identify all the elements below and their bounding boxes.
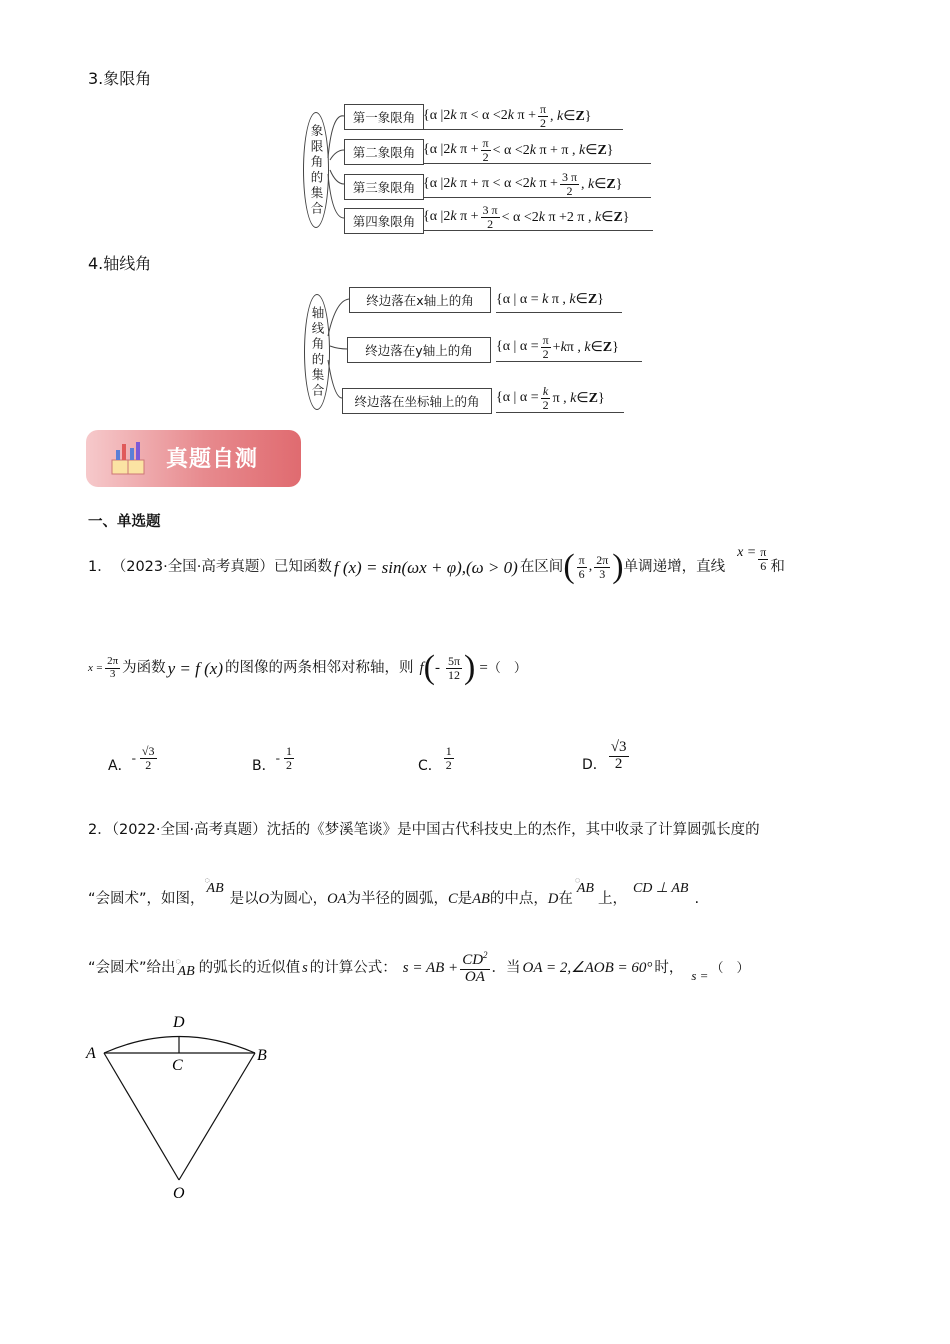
q1-function: f (x) = sin(ωx + φ),(ω > 0) [333, 557, 518, 577]
part-title: 一、单选题 [88, 514, 161, 530]
q2-text-1: 沈括的《梦溪笔谈》是中国古代科技史上的杰作，其中收录了计算圆弧长度的 [266, 822, 760, 838]
quadrant-set-oval: 象限角的集合 [303, 112, 329, 228]
q1-option-a[interactable]: A． - $\frac{√3}{2}$ [108, 743, 155, 774]
q2-figure-label-o: O [173, 1185, 185, 1202]
q2-figure-svg [80, 1008, 280, 1208]
q1-text-5: 为函数 [122, 659, 166, 676]
axis-set-oval: 轴线角的集合 [304, 294, 330, 410]
axis-y-label: 终边落在y轴上的角 [347, 337, 491, 363]
quadrant-3-set: {α |2k π + π < α <2k π + $\frac{3 \pi}{2}$ , k∈Z} [423, 171, 651, 198]
section-banner [86, 430, 301, 487]
axis-both-set: {α | α = $\frac{k}{2}$ π , k∈Z} [496, 384, 624, 413]
q1-number: 1． [88, 558, 112, 575]
quadrant-4-label: 第四象限角 [344, 208, 424, 234]
q2-figure-label-a: A [86, 1045, 96, 1062]
book-chart-icon [108, 438, 150, 478]
axis-both-label: 终边落在坐标轴上的角 [342, 388, 492, 414]
axis-y-set: {α | α = $\frac{\pi}{2}$ +kπ , k∈Z} [496, 333, 642, 362]
q1-source: （2023·全国·高考真题） [111, 558, 274, 575]
q1-option-d[interactable]: D． $\frac{√3}{2}$ [582, 738, 627, 773]
q2-figure-label-b: B [257, 1047, 267, 1064]
q2-arc-ab-3: ◌ AB [175, 956, 195, 979]
q2-arc-ab-2: ◌ AB [574, 875, 594, 896]
q2-figure-ob [179, 1053, 255, 1180]
q1-line1 [88, 532, 785, 602]
q2-formula-lhs: s = AB + [402, 959, 459, 976]
quadrant-2-set: {α |2k π + $\frac{\pi}{2}$ < α <2k π + π , k∈Z} [423, 137, 651, 164]
quadrant-3-label: 第三象限角 [344, 174, 424, 200]
q1-option-b[interactable]: B． - $\frac{1}{2}$ [252, 743, 292, 774]
q2-formula-frac: $\frac{CD^2}{OA}$ [462, 949, 488, 985]
q1-yfx: y = f (x) [167, 658, 223, 678]
q1-target: f ( - $\frac{5\pi}{12}$ ) = [419, 649, 488, 686]
q2-s-equals: s = [691, 967, 709, 983]
q2-line1 [88, 823, 760, 838]
q1-line2 [88, 643, 527, 693]
q1-option-c[interactable]: C． $\frac{1}{2}$ [418, 743, 452, 774]
q2-answer-paren: （ ） [710, 960, 750, 976]
q2-condition: OA = 2,∠AOB = 60° [522, 959, 653, 976]
q1-text-3: 单调递增，直线 [623, 558, 726, 575]
q2-cd-perp: CD ⊥ AB [632, 881, 689, 896]
q1-line-x1: x = $\frac{\pi}{6}$ [737, 544, 767, 573]
quadrant-2-label: 第二象限角 [344, 139, 424, 165]
axis-x-set: {α | α = k π , k∈Z} [496, 286, 622, 313]
q2-line3: “会圆术”给出 ◌ AB 的弧长的近似值 s 的计算公式： s = AB + $\frac{CD^2}{OA}$ ．当 OA = 2,∠AOB = 60° 时， s = （ ） [88, 949, 750, 985]
q2-figure [80, 1008, 280, 1208]
q1-text-2: 在区间 [519, 558, 564, 575]
quadrant-1-set: {α |2k π < α <2k π + $\frac{\pi}{2}$ , k∈Z} [423, 103, 623, 130]
q2-source: （2022·全国·高考真题） [111, 822, 267, 838]
q2-number: 2． [88, 822, 112, 838]
quadrant-4-set: {α |2k π + $\frac{3 \pi}{2}$ < α <2k π +2 π , k∈Z} [423, 204, 653, 231]
banner-title: 真题自测 [166, 447, 259, 472]
q2-line2: “会圆术”，如图， ◌ AB 是以 O 为圆心， OA 为半径的圆弧， C 是 AB 的中点， D 在 ◌ AB 上， CD ⊥ AB . [88, 875, 700, 907]
q1-text-6: 的图像的两条相邻对称轴，则 [224, 659, 414, 676]
q2-figure-oa [104, 1053, 179, 1180]
q2-arc-ab-1: ◌ AB [204, 875, 224, 896]
q1-text-1: 已知函数 [273, 558, 332, 575]
quadrant-1-label: 第一象限角 [344, 104, 424, 130]
q1-answer-paren: （ ） [487, 660, 527, 676]
q1-text-4: 和 [770, 558, 785, 575]
q1-interval: ( $\frac{\pi}{6}$ , $\frac{2\pi}{3}$ ) [563, 548, 624, 585]
axis-x-label: 终边落在x轴上的角 [349, 287, 491, 313]
q2-figure-label-c: C [172, 1057, 183, 1074]
section-3-title: 3.象限角 [88, 69, 152, 88]
q2-figure-label-d: D [173, 1014, 185, 1031]
section-4-title: 4.轴线角 [88, 254, 152, 273]
q1-line-x2: x = $\frac{2\pi}{3}$ [88, 654, 119, 680]
